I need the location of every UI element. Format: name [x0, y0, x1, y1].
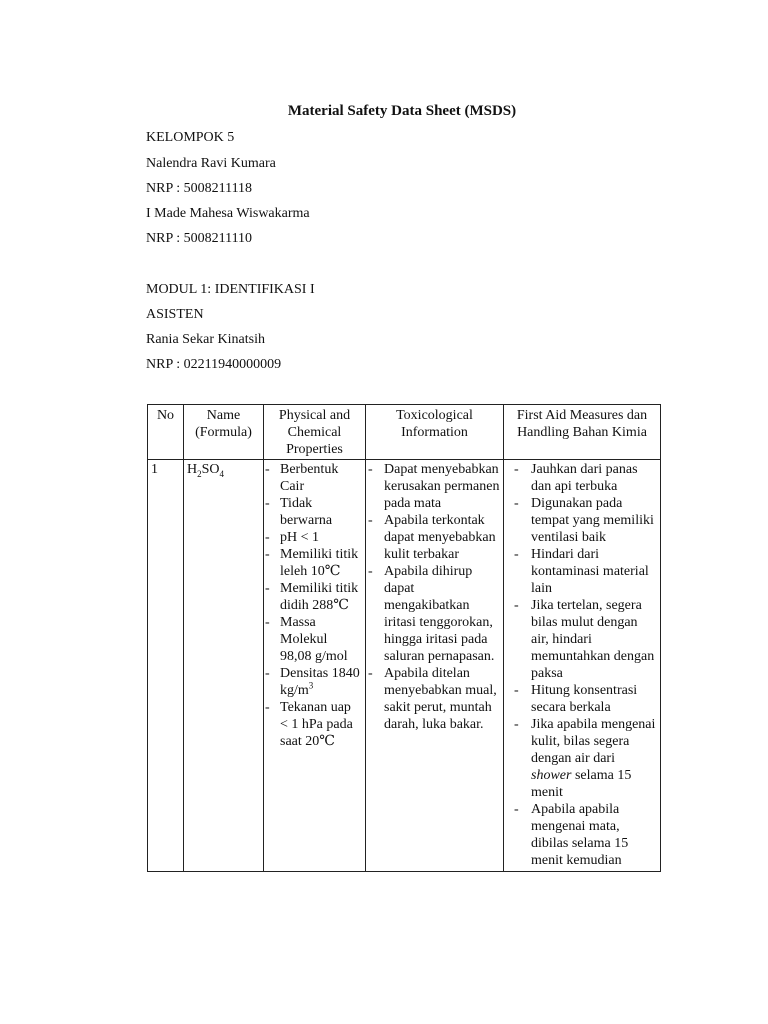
assistant-nrp: NRP : 02211940000009 [146, 357, 282, 372]
row-number: 1 [148, 460, 184, 872]
group-label: KELOMPOK 5 [146, 130, 235, 145]
header-toxicological: Toxicological Information [366, 405, 504, 460]
list-item: - Jika tertelan, segera bilas mulut dengan air, hindari memuntahkan dengan paksa [507, 597, 657, 682]
document-title: Material Safety Data Sheet (MSDS) [287, 103, 517, 119]
list-item: - Jika apabila mengenai kulit, bilas segera dengan air dari shower selama 15 menit [507, 716, 657, 801]
header-name: Name (Formula) [184, 405, 264, 460]
header-physical-properties: Physical and Chemical Properties [264, 405, 366, 460]
list-item: - Apabila dihirup dapat mengakibatkan iritasi tenggorokan, hingga iritasi pada saluran pernapasan. [369, 563, 500, 665]
list-item: - Apabila apabila mengenai mata, dibilas selama 15 menit kemudian [507, 801, 657, 869]
list-item: - Jauhkan dari panas dan api terbuka [507, 461, 657, 495]
member-name-2: I Made Mahesa Wiswakarma [146, 206, 310, 221]
assistant-heading: ASISTEN [146, 307, 204, 322]
list-item: - Digunakan pada tempat yang memiliki ventilasi baik [507, 495, 657, 546]
list-item: - Apabila ditelan menyebabkan mual, sakit perut, muntah darah, luka bakar. [369, 665, 500, 733]
physical-properties-cell [264, 460, 366, 872]
assistant-name: Rania Sekar Kinatsih [146, 332, 265, 347]
shower-italic: shower [531, 768, 572, 783]
chemical-formula: $H_2SO_4$ [184, 460, 264, 872]
list-item: - Hitung konsentrasi secara berkala [507, 682, 657, 716]
msds-table [147, 404, 661, 872]
table-row [148, 460, 661, 872]
header-no: No [148, 405, 184, 460]
module-label: MODUL 1: IDENTIFIKASI I [146, 282, 315, 297]
list-item: - Memiliki titik leleh 10℃ [267, 546, 362, 580]
list-item: - Massa Molekul 98,08 g/mol [267, 614, 362, 665]
toxicological-cell [366, 460, 504, 872]
header-first-aid: First Aid Measures dan Handling Bahan Kimia [504, 405, 661, 460]
member-nrp-1: NRP : 5008211118 [146, 181, 253, 196]
list-item: - pH < 1 [267, 529, 362, 546]
list-item: - Densitas 1840 $kg/m^3$ [267, 665, 362, 699]
list-item: - Berbentuk Cair [267, 461, 362, 495]
list-item: - Memiliki titik didih 288℃ [267, 580, 362, 614]
first-aid-cell [504, 460, 661, 872]
list-item: - Hindari dari kontaminasi material lain [507, 546, 657, 597]
list-item: - Apabila terkontak dapat menyebabkan kulit terbakar [369, 512, 500, 563]
member-nrp-2: NRP : 5008211110 [146, 231, 253, 246]
member-name-1: Nalendra Ravi Kumara [146, 156, 276, 171]
list-item: - Tidak berwarna [267, 495, 362, 529]
list-item: - Tekanan uap < 1 hPa pada saat 20℃ [267, 699, 362, 750]
table-header-row [148, 405, 661, 460]
list-item: - Dapat menyebabkan kerusakan permanen pada mata [369, 461, 500, 512]
